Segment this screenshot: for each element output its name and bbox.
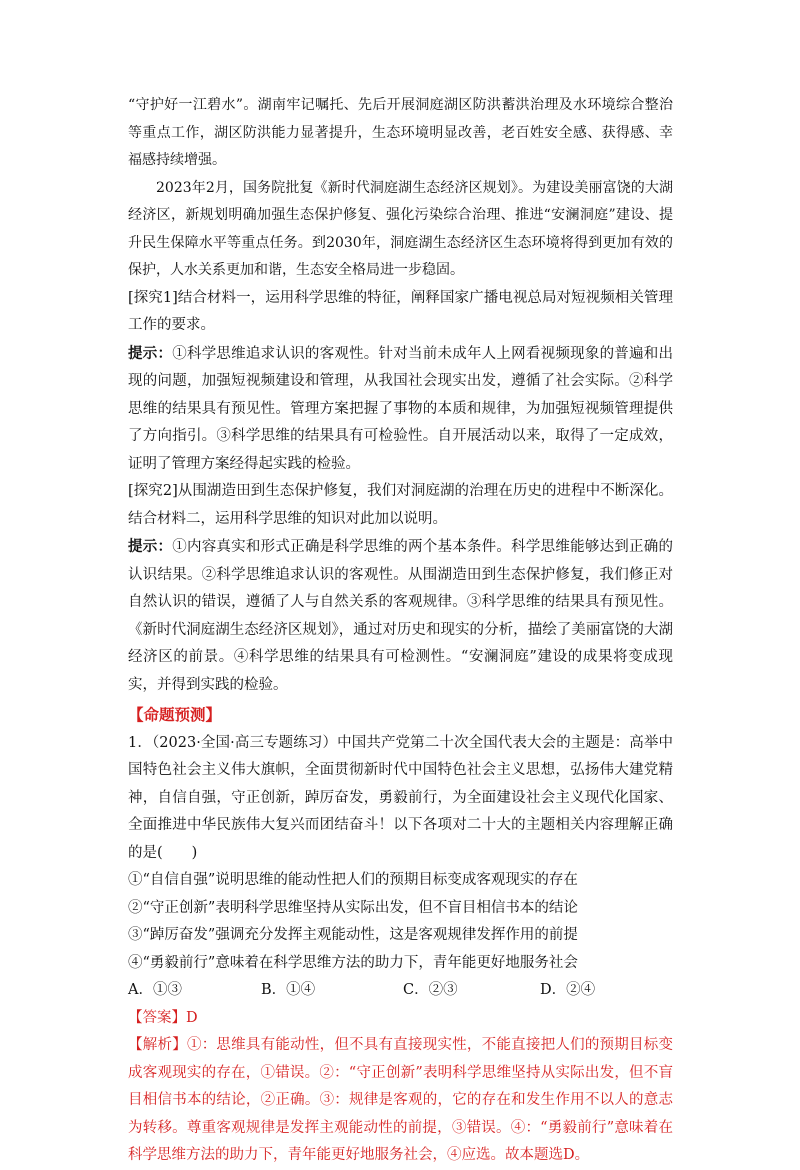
answer-line <box>128 1005 673 1033</box>
statement-4: ④“勇毅前行”意味着在科学思维方法的助力下，青年能更好地服务社会 <box>128 954 578 971</box>
option-b[interactable]: B．①④ <box>261 982 316 998</box>
section-title: 【命题预测】 <box>128 705 222 724</box>
statement-2: ②“守正创新”表明科学思维坚持从实际出发，但不盲目相信书本的结论 <box>128 899 578 916</box>
answer-label: 【答案】 <box>128 1009 186 1026</box>
statement-3: ③“踔厉奋发”强调充分发挥主观能动性，这是客观规律发挥作用的前提 <box>128 927 578 943</box>
explore2-question: [探究2]从围湖造田到生态保护修复，我们对洞庭湖的治理在历史的进程中不断深化。结合材料二，运用科学思维的知识对此加以说明。 <box>128 483 673 527</box>
explore1-hint <box>128 340 673 479</box>
material2-paragraph-2: 2023年2月，国务院批复《新时代洞庭湖生态经济区规划》。为建设美丽富饶的大湖经济区，新规划明确加强生态保护修复、强化污染综合治理、推进“安澜洞庭”建设、提升民生保障水平等重点任务。到2030年，洞庭湖生态经济区生态环境将得到更加有效的保护，人水关系更加和谐，生态安全格局进一步稳固。 <box>128 179 673 278</box>
analysis-text: ①：思维具有能动性，但不具有直接现实性，不能直接把人们的预期目标变成客观现实的存在，①错误。②：“守正创新”表明科学思维坚持从实际出发，但不盲目相信书本的结论，②正确。③：规律是客观的，它的存在和发生作用不以人的意志为转移。尊重客观规律是发挥主观能动性的前提，③错误。④：“勇毅前行”意味着在科学思维方法的助力下，青年能更好地服务社会，④应选。故本题选D。 <box>128 1037 674 1163</box>
question-1-stem: 1．（2023·全国·高三专题练习）中国共产党第二十次全国代表大会的主题是：高举中国特色社会主义伟大旗帜，全面贯彻新时代中国特色社会主义思想，弘扬伟大建党精神，自信自强，守正创新，踔厉奋发，勇毅前行，为全面建设社会主义现代化国家、全面推进中华民族伟大复兴而团结奋斗！以下各项对二十大的主题相关内容理解正确的是( ) <box>128 734 673 861</box>
material2-paragraph-1: “守护好一江碧水”。湖南牢记嘱托、先后开展洞庭湖区防洪蓄洪治理及水环境综合整治等重点工作，湖区防洪能力显著提升，生态环境明显改善，老百姓安全感、获得感、幸福感持续增强。 <box>128 97 673 168</box>
hint-label: 提示： <box>128 538 173 555</box>
explore2-hint-text: ①内容真实和形式正确是科学思维的两个基本条件。科学思维能够达到正确的认识结果。②科学思维追求认识的客观性。从围湖造田到生态保护修复，我们修正对自然认识的错误，遵循了人与自然关系的客观规律。③科学思维的结果具有预见性。《新时代洞庭湖生态经济区规划》，通过对历史和现实的分析，描绘了美丽富饶的大湖经济区的前景。④科学思维的结果具有可检测性。“安澜洞庭”建设的成果将变成现实，并得到实践的检验。 <box>128 539 674 693</box>
option-c[interactable]: C．②③ <box>403 982 458 998</box>
answer-options <box>128 977 673 1005</box>
option-d[interactable]: D．②④ <box>540 982 596 998</box>
analysis-paragraph <box>128 1032 673 1170</box>
explore1-question: [探究1]结合材料一，运用科学思维的特征，阐释国家广播电视总局对短视频相关管理工作的要求。 <box>128 289 673 333</box>
answer-value: D <box>186 1009 198 1026</box>
hint-label: 提示： <box>128 344 173 362</box>
option-a[interactable]: A．①③ <box>128 982 182 998</box>
statement-1: ①“自信自强”说明思维的能动性把人们的预期目标变成客观现实的存在 <box>128 872 578 888</box>
analysis-label: 【解析】 <box>128 1037 187 1053</box>
explore1-hint-text: ①科学思维追求认识的客观性。针对当前未成年人上网看视频现象的普遍和出现的问题，加强短视频建设和管理，从我国社会现实出发，遵循了社会实际。②科学思维的结果具有预见性。管理方案把握了事物的本质和规律，为加强短视频管理提供了方向指引。③科学思维的结果具有可检验性。自开展活动以来，取得了一定成效，证明了管理方案经得起实践的检验。 <box>128 345 674 472</box>
document-content <box>128 92 673 1170</box>
explore2-hint <box>128 533 673 699</box>
